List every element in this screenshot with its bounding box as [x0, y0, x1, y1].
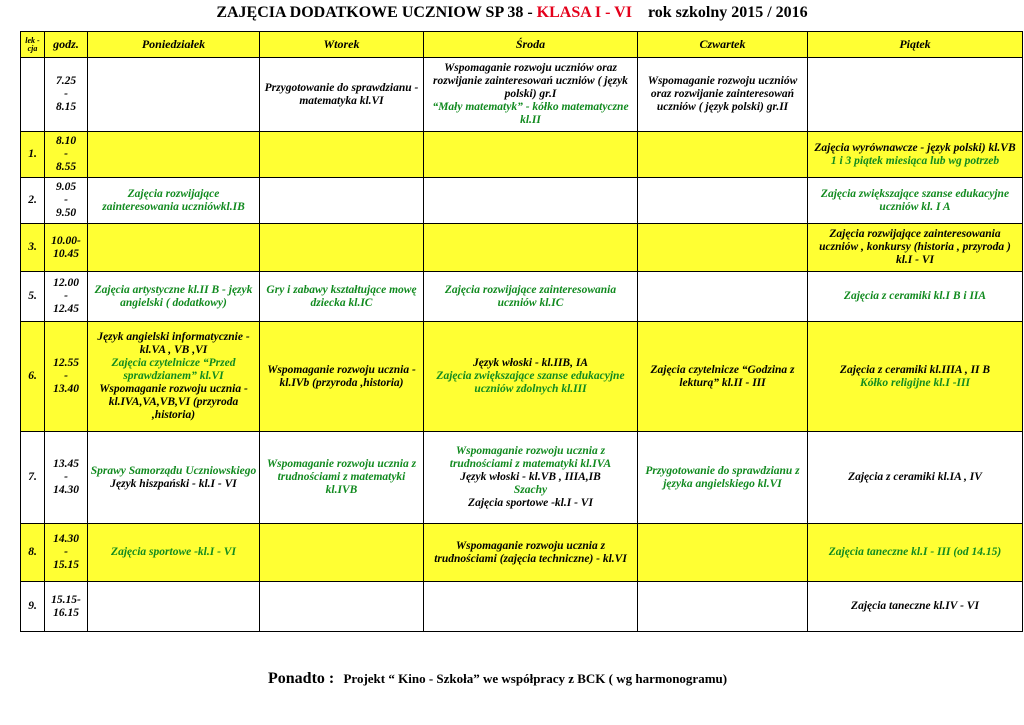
- activity-text: Język włoski - kl.VB , IIIA,IB: [460, 471, 601, 483]
- activity-cell: [638, 272, 808, 322]
- activity-text: Zajęcia wyrównawcze - język polski) kl.VB: [814, 141, 1016, 154]
- activity-cell: [808, 178, 1023, 224]
- activity-cell: [88, 272, 260, 322]
- activity-text: Kółko religijne kl.I -III: [860, 376, 970, 389]
- activity-cell: [260, 58, 424, 132]
- lesson-number: 9.: [21, 582, 45, 632]
- lesson-time: 9.05 - 9.50: [45, 178, 88, 224]
- activity-cell: [260, 432, 424, 524]
- activity-cell: [424, 582, 638, 632]
- activity-cell: [424, 272, 638, 322]
- header-day-wed: Środa: [424, 32, 638, 58]
- activity-cell: [260, 582, 424, 632]
- activity-text: Zajęcia z ceramiki kl.IIIA , II B: [839, 363, 991, 376]
- header-godz: godz.: [45, 32, 88, 58]
- activity-text: Język włoski - kl.IIB, IA: [472, 357, 588, 369]
- lesson-time: 7.25 - 8.15: [45, 58, 88, 132]
- activity-cell: [638, 178, 808, 224]
- schedule-row: [21, 132, 1023, 178]
- schedule-row: [21, 224, 1023, 272]
- activity-text: Wspomaganie rozwoju ucznia -kl.IVb (przyroda ,historia): [267, 363, 416, 389]
- activity-text: Przygotowanie do sprawdzianu z języka angielskiego kl.VI: [645, 464, 800, 490]
- schedule-row: [21, 58, 1023, 132]
- activity-text: Zajęcia czytelnicze “Przed sprawdzianem” kl.VI: [111, 357, 236, 382]
- activity-cell: [808, 132, 1023, 178]
- activity-text: Zajęcia artystyczne kl.II B - język angielski ( dodatkowy): [94, 283, 253, 309]
- activity-cell: [424, 524, 638, 582]
- lesson-time: 8.10 - 8.55: [45, 132, 88, 178]
- activity-text: Wspomaganie rozwoju uczniów oraz rozwijanie zainteresowań uczniów ( język polski) gr.II: [647, 75, 798, 113]
- lesson-number: 1.: [21, 132, 45, 178]
- activity-cell: [424, 132, 638, 178]
- schedule-row: [21, 524, 1023, 582]
- activity-cell: [260, 132, 424, 178]
- activity-cell: [638, 132, 808, 178]
- activity-cell: [88, 582, 260, 632]
- header-day-tue: Wtorek: [260, 32, 424, 58]
- lesson-time: 10.00- 10.45: [45, 224, 88, 272]
- activity-cell: [808, 432, 1023, 524]
- header-row: [21, 32, 1023, 58]
- activity-text: Zajęcia rozwijające zainteresowania uczniów kl.IC: [444, 283, 617, 309]
- footer-note: [268, 670, 727, 688]
- activity-text: Wspomaganie rozwoju ucznia z trudnościami z matematyki kl.IVB: [266, 458, 417, 496]
- activity-text: Zajęcia sportowe -kl.I - VI: [111, 546, 236, 558]
- lesson-time: 12.55 - 13.40: [45, 322, 88, 432]
- schedule-table: [20, 31, 1023, 632]
- activity-cell: [638, 224, 808, 272]
- title-main: ZAJĘCIA DODATKOWE UCZNIOW SP 38 -: [216, 4, 533, 21]
- activity-text: Przygotowanie do sprawdzianu -matematyka kl.VI: [264, 81, 419, 107]
- schedule-row: [21, 178, 1023, 224]
- lesson-time: 15.15- 16.15: [45, 582, 88, 632]
- lesson-time: 14.30 - 15.15: [45, 524, 88, 582]
- activity-text: Zajęcia taneczne kl.IV - VI: [851, 600, 979, 612]
- activity-cell: [260, 272, 424, 322]
- schedule-row: [21, 322, 1023, 432]
- activity-cell: [808, 524, 1023, 582]
- activity-text: Język angielski informatycznie -kl.VA , VB ,VI: [97, 331, 250, 356]
- activity-cell: [424, 432, 638, 524]
- activity-cell: [424, 58, 638, 132]
- activity-cell: [808, 582, 1023, 632]
- activity-text: Sprawy Samorządu Uczniowskiego: [90, 464, 257, 477]
- activity-text: Zajęcia zwiększające szanse edukacyjne uczniów kl. I A: [820, 187, 1010, 213]
- activity-text: Zajęcia taneczne kl.I - III (od 14.15): [828, 546, 1002, 558]
- header-day-mon: Poniedziałek: [88, 32, 260, 58]
- activity-cell: [88, 322, 260, 432]
- lesson-time: 12.00 - 12.45: [45, 272, 88, 322]
- activity-text: “Mały matematyk” - kółko matematyczne kl.II: [432, 101, 629, 126]
- activity-cell: [638, 322, 808, 432]
- activity-cell: [808, 224, 1023, 272]
- activity-text: Wspomaganie rozwoju ucznia z trudnościami z matematyki kl.IVA: [449, 445, 612, 470]
- page-title: [0, 4, 1024, 22]
- activity-text: Zajęcia czytelnicze “Godzina z lekturą” kl.II - III: [650, 363, 795, 389]
- schedule-row: [21, 432, 1023, 524]
- activity-text: Język hiszpański - kl.I - VI: [110, 477, 237, 490]
- lesson-number: [21, 58, 45, 132]
- header-lek: lek -cja: [21, 32, 45, 58]
- activity-text: Zajęcia sportowe -kl.I - VI: [468, 497, 593, 509]
- activity-cell: [88, 224, 260, 272]
- activity-cell: [260, 322, 424, 432]
- activity-cell: [638, 582, 808, 632]
- activity-text: 1 i 3 piątek miesiąca lub wg potrzeb: [830, 154, 1000, 167]
- activity-cell: [88, 178, 260, 224]
- activity-cell: [638, 524, 808, 582]
- activity-cell: [260, 524, 424, 582]
- title-classes: KLASA I - VI: [536, 4, 632, 21]
- activity-cell: [88, 58, 260, 132]
- activity-cell: [424, 224, 638, 272]
- activity-text: Zajęcia rozwijające zainteresowania uczniów , konkursy (historia , przyroda ) kl.I - VI: [819, 228, 1011, 266]
- activity-cell: [638, 58, 808, 132]
- footer-label: Ponadto :: [268, 670, 335, 687]
- activity-text: Wspomaganie rozwoju ucznia - kl.IVA,VA,VB,VI (przyroda ,historia): [99, 383, 248, 421]
- schedule-row: [21, 272, 1023, 322]
- footer-text: Projekt “ Kino - Szkoła” we współpracy z BCK ( wg harmonogramu): [343, 671, 728, 686]
- activity-cell: [424, 322, 638, 432]
- activity-cell: [808, 272, 1023, 322]
- activity-cell: [808, 322, 1023, 432]
- header-day-thu: Czwartek: [638, 32, 808, 58]
- activity-text: Wspomaganie rozwoju uczniów oraz rozwijanie zainteresowań uczniów ( język polski) gr.I: [433, 62, 628, 100]
- activity-text: Szachy: [513, 484, 548, 496]
- activity-cell: [808, 58, 1023, 132]
- activity-cell: [88, 524, 260, 582]
- lesson-number: 2.: [21, 178, 45, 224]
- activity-cell: [424, 178, 638, 224]
- lesson-time: 13.45 - 14.30: [45, 432, 88, 524]
- lesson-number: 8.: [21, 524, 45, 582]
- schedule-body: [21, 58, 1023, 632]
- lesson-number: 3.: [21, 224, 45, 272]
- activity-cell: [638, 432, 808, 524]
- activity-text: Zajęcia rozwijające zainteresowania uczniówkl.IB: [102, 187, 245, 213]
- activity-text: Zajęcia zwiększające szanse edukacyjne uczniów zdolnych kl.III: [436, 370, 625, 395]
- lesson-number: 7.: [21, 432, 45, 524]
- activity-cell: [88, 132, 260, 178]
- activity-text: Zajęcia z ceramiki kl.I B i IIA: [843, 290, 987, 302]
- activity-cell: [260, 224, 424, 272]
- activity-cell: [88, 432, 260, 524]
- header-day-fri: Piątek: [808, 32, 1023, 58]
- lesson-number: 6.: [21, 322, 45, 432]
- activity-text: Wspomaganie rozwoju ucznia z trudnościami (zajęcia techniczne) - kl.VI: [434, 539, 627, 565]
- schedule-row: [21, 582, 1023, 632]
- activity-text: Gry i zabawy kształtujące mowę dziecka kl.IC: [266, 283, 417, 309]
- title-year: rok szkolny 2015 / 2016: [647, 4, 808, 21]
- activity-text: Zajęcia z ceramiki kl.IA , IV: [848, 471, 982, 483]
- activity-cell: [260, 178, 424, 224]
- lesson-number: 5.: [21, 272, 45, 322]
